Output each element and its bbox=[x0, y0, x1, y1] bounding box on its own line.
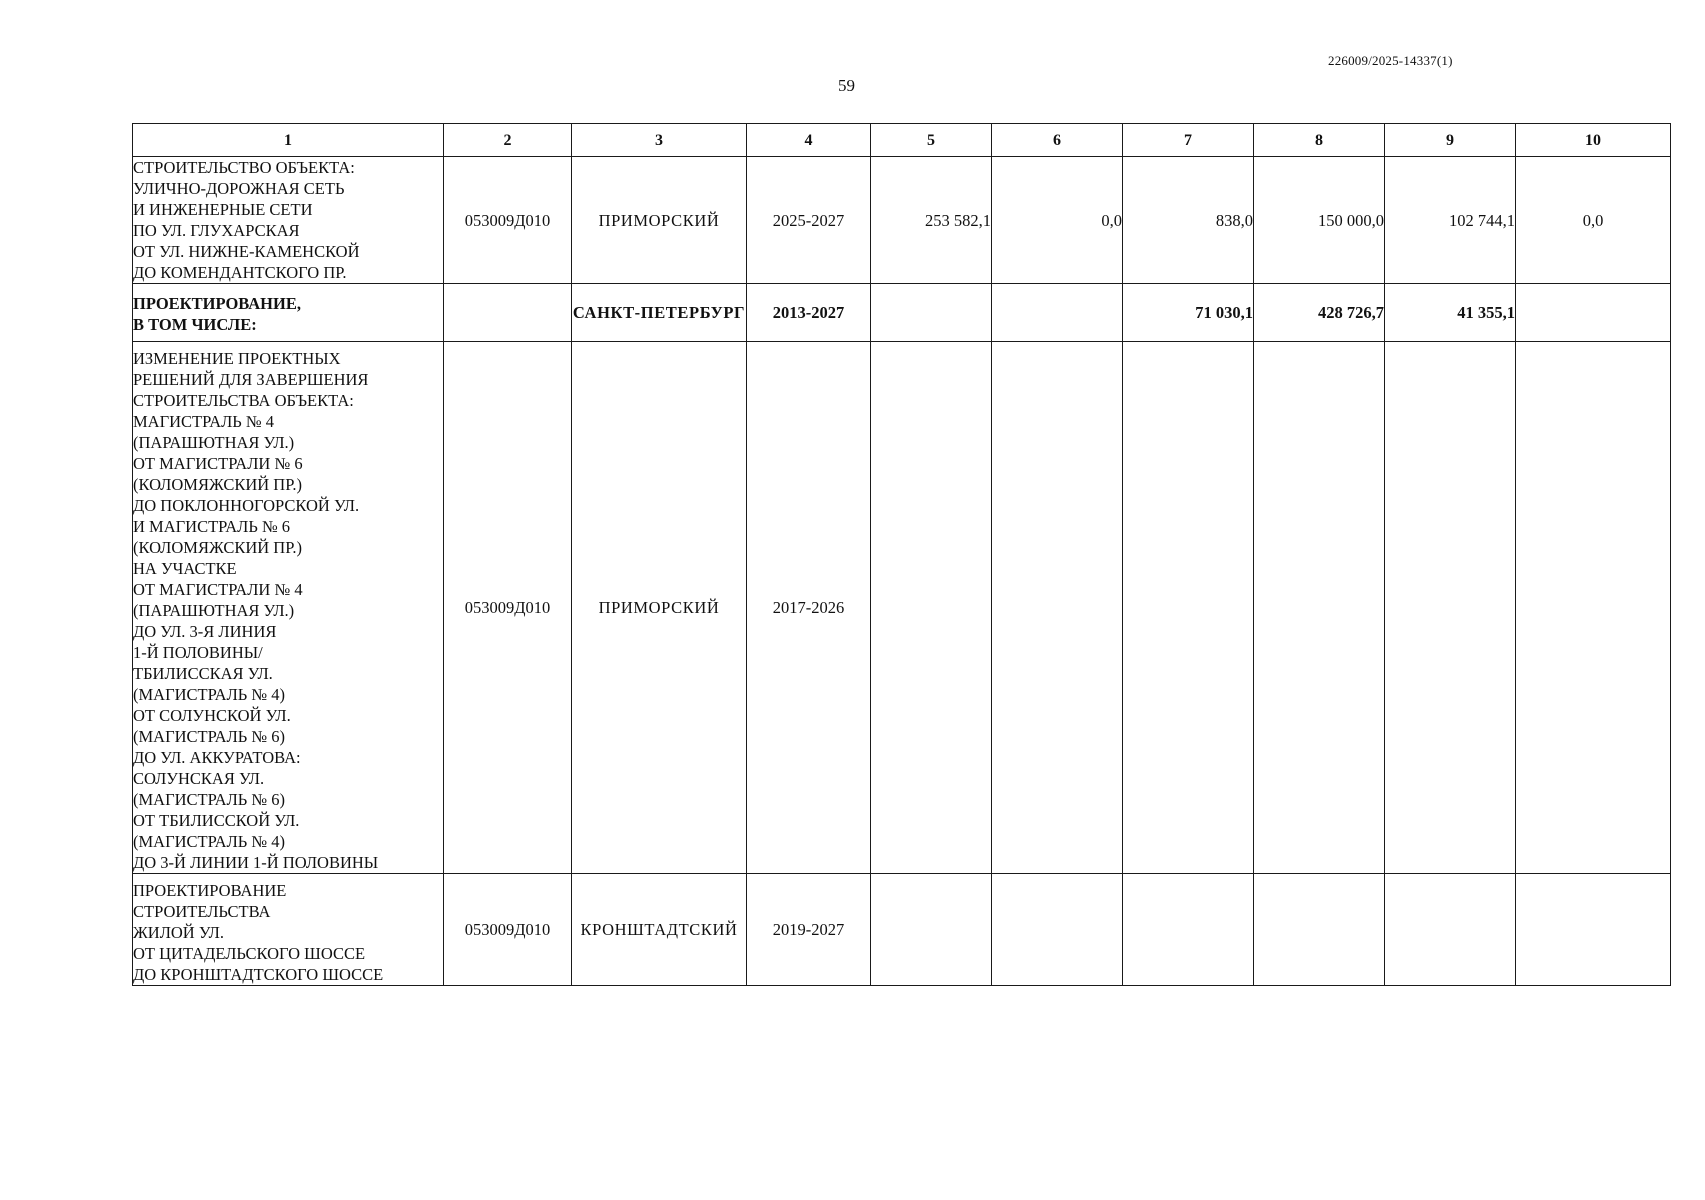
column-header-1: 1 bbox=[133, 124, 444, 157]
object-name-line: ДО 3-Й ЛИНИИ 1-Й ПОЛОВИНЫ bbox=[133, 853, 379, 872]
object-name-line: ПРОЕКТИРОВАНИЕ, bbox=[133, 293, 301, 313]
column-header-2: 2 bbox=[444, 124, 572, 157]
object-name-cell bbox=[133, 157, 444, 284]
object-name-line: ОТ СОЛУНСКОЙ УЛ. bbox=[133, 706, 291, 725]
object-name-line: ДО ПОКЛОННОГОРСКОЙ УЛ. bbox=[133, 496, 360, 515]
district-cell: САНКТ-ПЕТЕРБУРГ bbox=[572, 284, 747, 342]
object-name-line: СТРОИТЕЛЬСТВО ОБЪЕКТА: bbox=[133, 158, 355, 177]
object-name-cell bbox=[133, 342, 444, 874]
district-cell: ПРИМОРСКИЙ bbox=[572, 157, 747, 284]
column-5-value bbox=[871, 874, 992, 986]
column-header-10: 10 bbox=[1516, 124, 1671, 157]
object-code-cell: 053009Д010 bbox=[444, 342, 572, 874]
period-cell: 2017-2026 bbox=[747, 342, 871, 874]
district-cell: ПРИМОРСКИЙ bbox=[572, 342, 747, 874]
object-name-line: СОЛУНСКАЯ УЛ. bbox=[133, 769, 265, 788]
object-name-line: ДО УЛ. 3-Я ЛИНИЯ bbox=[133, 622, 277, 641]
period-cell: 2025-2027 bbox=[747, 157, 871, 284]
object-code-cell: 053009Д010 bbox=[444, 874, 572, 986]
column-header-9: 9 bbox=[1385, 124, 1516, 157]
column-7-value bbox=[1123, 874, 1254, 986]
column-7-value: 838,0 bbox=[1123, 157, 1254, 284]
column-6-value bbox=[992, 342, 1123, 874]
column-7-value: 71 030,1 bbox=[1123, 284, 1254, 342]
column-6-value bbox=[992, 874, 1123, 986]
object-name-line: РЕШЕНИЙ ДЛЯ ЗАВЕРШЕНИЯ bbox=[133, 370, 369, 389]
object-name-line: МАГИСТРАЛЬ № 4 bbox=[133, 412, 275, 431]
column-6-value bbox=[992, 284, 1123, 342]
object-name-line: (КОЛОМЯЖСКИЙ ПР.) bbox=[133, 538, 302, 557]
object-name-cell bbox=[133, 284, 444, 342]
column-8-value bbox=[1254, 874, 1385, 986]
object-name-line: (МАГИСТРАЛЬ № 4) bbox=[133, 832, 286, 851]
object-name-line: (МАГИСТРАЛЬ № 4) bbox=[133, 685, 286, 704]
object-name-line: ЖИЛОЙ УЛ. bbox=[133, 923, 224, 942]
object-name-cell bbox=[133, 874, 444, 986]
object-name-line: ТБИЛИССКАЯ УЛ. bbox=[133, 664, 273, 683]
column-10-value bbox=[1516, 284, 1671, 342]
column-7-value bbox=[1123, 342, 1254, 874]
object-name-line: И ИНЖЕНЕРНЫЕ СЕТИ bbox=[133, 200, 313, 219]
object-name-line: ОТ УЛ. НИЖНЕ-КАМЕНСКОЙ bbox=[133, 242, 360, 261]
column-header-3: 3 bbox=[572, 124, 747, 157]
object-name-line: (ПАРАШЮТНАЯ УЛ.) bbox=[133, 601, 295, 620]
column-9-value bbox=[1385, 874, 1516, 986]
object-name-line: ОТ ЦИТАДЕЛЬСКОГО ШОССЕ bbox=[133, 944, 366, 963]
object-name-line: ПО УЛ. ГЛУХАРСКАЯ bbox=[133, 221, 300, 240]
period-cell: 2013-2027 bbox=[747, 284, 871, 342]
object-name-line: ДО КРОНШТАДТСКОГО ШОССЕ bbox=[133, 965, 384, 984]
column-9-value bbox=[1385, 342, 1516, 874]
object-name-line: ДО УЛ. АККУРАТОВА: bbox=[133, 748, 301, 767]
table-row bbox=[133, 342, 1671, 874]
table-row bbox=[133, 284, 1671, 342]
table-row bbox=[133, 157, 1671, 284]
column-5-value bbox=[871, 342, 992, 874]
object-name-line: (КОЛОМЯЖСКИЙ ПР.) bbox=[133, 475, 302, 494]
column-10-value bbox=[1516, 342, 1671, 874]
object-name-line: ПРОЕКТИРОВАНИЕ bbox=[133, 881, 287, 900]
object-name-line: ОТ ТБИЛИССКОЙ УЛ. bbox=[133, 811, 300, 830]
district-cell: КРОНШТАДТСКИЙ bbox=[572, 874, 747, 986]
column-5-value: 253 582,1 bbox=[871, 157, 992, 284]
column-10-value bbox=[1516, 874, 1671, 986]
object-name-line: И МАГИСТРАЛЬ № 6 bbox=[133, 517, 291, 536]
column-header-5: 5 bbox=[871, 124, 992, 157]
object-name-line: ОТ МАГИСТРАЛИ № 6 bbox=[133, 454, 303, 473]
object-name-line: В ТОМ ЧИСЛЕ: bbox=[133, 314, 257, 334]
object-name-line: ОТ МАГИСТРАЛИ № 4 bbox=[133, 580, 303, 599]
table-row bbox=[133, 874, 1671, 986]
object-code-cell: 053009Д010 bbox=[444, 157, 572, 284]
column-8-value: 428 726,7 bbox=[1254, 284, 1385, 342]
object-name-line: ДО КОМЕНДАНТСКОГО ПР. bbox=[133, 263, 347, 282]
object-name-line: (МАГИСТРАЛЬ № 6) bbox=[133, 790, 286, 809]
column-9-value: 41 355,1 bbox=[1385, 284, 1516, 342]
column-header-4: 4 bbox=[747, 124, 871, 157]
column-8-value: 150 000,0 bbox=[1254, 157, 1385, 284]
column-8-value bbox=[1254, 342, 1385, 874]
period-cell: 2019-2027 bbox=[747, 874, 871, 986]
column-header-7: 7 bbox=[1123, 124, 1254, 157]
column-header-6: 6 bbox=[992, 124, 1123, 157]
budget-table bbox=[132, 123, 1671, 986]
object-name-line: 1-Й ПОЛОВИНЫ/ bbox=[133, 643, 263, 662]
column-5-value bbox=[871, 284, 992, 342]
column-header-8: 8 bbox=[1254, 124, 1385, 157]
object-name-line: СТРОИТЕЛЬСТВА bbox=[133, 902, 271, 921]
object-code-cell bbox=[444, 284, 572, 342]
object-name-line: СТРОИТЕЛЬСТВА ОБЪЕКТА: bbox=[133, 391, 354, 410]
page-number: 59 bbox=[838, 76, 855, 95]
object-name-line: (ПАРАШЮТНАЯ УЛ.) bbox=[133, 433, 295, 452]
header-row bbox=[133, 124, 1671, 157]
column-9-value: 102 744,1 bbox=[1385, 157, 1516, 284]
object-name-line: ИЗМЕНЕНИЕ ПРОЕКТНЫХ bbox=[133, 349, 341, 368]
object-name-line: НА УЧАСТКЕ bbox=[133, 559, 237, 578]
object-name-line: УЛИЧНО-ДОРОЖНАЯ СЕТЬ bbox=[133, 179, 345, 198]
document-registration-code: 226009/2025-14337(1) bbox=[1328, 53, 1453, 68]
object-name-line: (МАГИСТРАЛЬ № 6) bbox=[133, 727, 286, 746]
column-6-value: 0,0 bbox=[992, 157, 1123, 284]
column-10-value: 0,0 bbox=[1516, 157, 1671, 284]
